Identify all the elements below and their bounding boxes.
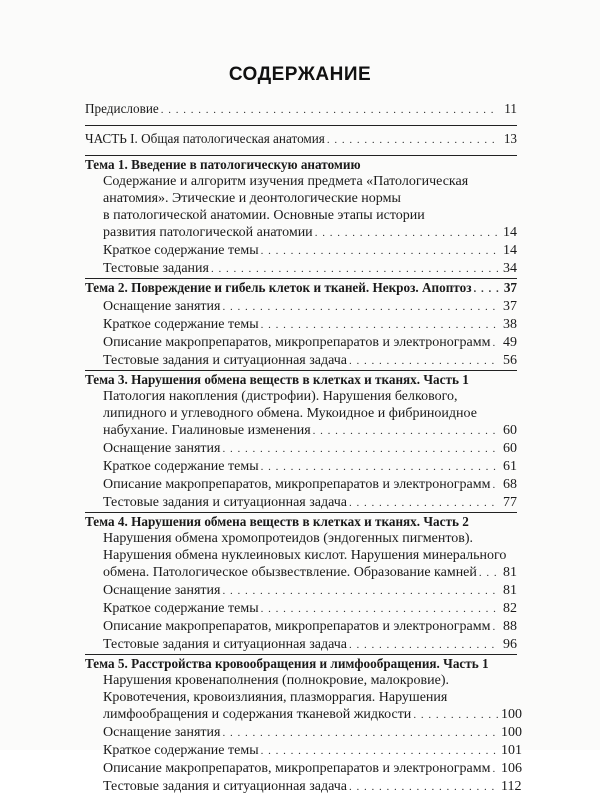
toc-label: Описание макропрепаратов, микропрепаратов и электронограмм <box>103 619 491 634</box>
toc-label: Краткое содержание темы <box>103 601 259 616</box>
toc-entry[interactable] <box>85 476 517 494</box>
table-of-contents <box>85 100 522 796</box>
toc-page: 101 <box>501 743 522 758</box>
toc-label: обмена. Патологическое обызвествление. Образование камней <box>103 565 477 580</box>
toc-page: 68 <box>503 477 517 492</box>
leader-dots <box>479 565 499 582</box>
toc-entry[interactable] <box>85 706 522 724</box>
leader-dots <box>413 707 499 724</box>
toc-page: 34 <box>503 261 517 276</box>
toc-page: 100 <box>501 707 522 722</box>
toc-topic <box>85 513 517 654</box>
leader-dots <box>315 225 499 242</box>
toc-page: 37 <box>503 299 517 314</box>
toc-page: 112 <box>501 779 522 794</box>
toc-label: Краткое содержание темы <box>103 743 259 758</box>
toc-entry[interactable] <box>85 636 517 654</box>
topics-list <box>85 156 522 796</box>
toc-label: Тестовые задания и ситуационная задача <box>103 495 348 510</box>
leader-dots <box>261 317 499 334</box>
toc-entry[interactable] <box>85 742 522 760</box>
toc-entry[interactable] <box>85 298 517 316</box>
leader-dots <box>261 743 499 760</box>
toc-label: Тестовые задания <box>103 261 209 276</box>
toc-label: Тестовые задания и ситуационная задача <box>103 779 348 794</box>
toc-entry-line: Нарушения кровенаполнения (полнокровие, малокровие). <box>103 673 449 688</box>
toc-entry[interactable] <box>85 760 522 778</box>
leader-dots <box>492 477 499 494</box>
toc-label: Описание макропрепаратов, микропрепаратов и электронограмм <box>103 761 491 776</box>
toc-entry[interactable] <box>85 600 517 618</box>
leader-dots <box>261 243 499 260</box>
toc-label: Предисловие <box>85 101 159 116</box>
toc-topic <box>85 655 522 796</box>
leader-dots <box>261 601 499 618</box>
toc-entry[interactable] <box>85 778 522 796</box>
toc-page: 82 <box>503 601 517 616</box>
toc-entry[interactable] <box>85 724 522 742</box>
leader-dots <box>349 353 499 370</box>
toc-entry[interactable] <box>85 242 517 260</box>
page-title: СОДЕРЖАНИЕ <box>228 64 372 85</box>
toc-page: 81 <box>503 565 517 580</box>
topic-heading[interactable]: Тема 5. Расстройства кровообращения и лимфообращения. Часть 1 <box>85 656 489 671</box>
toc-label: Тема 2. Повреждение и гибель клеток и тканей. Некроз. Апоптоз <box>85 280 472 295</box>
toc-page: 77 <box>503 495 517 510</box>
leader-dots <box>492 619 499 636</box>
toc-label: Оснащение занятия <box>103 725 221 740</box>
toc-entry[interactable] <box>85 260 517 278</box>
toc-preface[interactable] <box>85 100 517 119</box>
toc-entry[interactable] <box>85 334 517 352</box>
toc-page: 60 <box>503 441 517 456</box>
toc-part[interactable] <box>85 130 517 149</box>
leader-dots <box>349 495 499 512</box>
toc-entry[interactable] <box>85 440 517 458</box>
toc-entry-line: Содержание и алгоритм изучения предмета «Патологическая <box>103 174 469 189</box>
leader-dots <box>327 132 499 149</box>
leader-dots <box>222 441 499 458</box>
topic-heading[interactable] <box>85 279 517 298</box>
toc-label: Тестовые задания и ситуационная задача <box>103 353 348 368</box>
toc-entry-line: в патологической анатомии. Основные этапы истории <box>103 208 425 223</box>
toc-page: 96 <box>503 637 517 652</box>
toc-page: 60 <box>503 423 517 438</box>
toc-label: Оснащение занятия <box>103 583 221 598</box>
topic-heading[interactable]: Тема 3. Нарушения обмена веществ в клетках и тканях. Часть 1 <box>85 372 469 387</box>
toc-page: 81 <box>503 583 517 598</box>
leader-dots <box>313 423 499 440</box>
toc-entry[interactable] <box>85 582 517 600</box>
toc-page: 61 <box>503 459 517 474</box>
toc-label: Оснащение занятия <box>103 299 221 314</box>
toc-page: 11 <box>504 101 517 116</box>
toc-entry-line: Нарушения обмена хромопротеидов (эндогенных пигментов). <box>103 531 474 546</box>
toc-topic <box>85 279 517 370</box>
toc-label: ЧАСТЬ I. Общая патологическая анатомия <box>85 131 325 146</box>
leader-dots <box>222 725 499 742</box>
leader-dots <box>474 281 500 298</box>
toc-entry-line: Патология накопления (дистрофии). Нарушения белкового, <box>103 389 458 404</box>
toc-entry[interactable] <box>85 458 517 476</box>
toc-entry[interactable] <box>85 422 517 440</box>
toc-label: набухание. Гиалиновые изменения <box>103 423 311 438</box>
topic-heading[interactable]: Тема 1. Введение в патологическую анатомию <box>85 157 361 172</box>
toc-page: 37 <box>503 280 517 295</box>
leader-dots <box>349 637 499 654</box>
leader-dots <box>492 761 499 778</box>
toc-entry-line: анатомия». Этические и деонтологические нормы <box>103 191 401 206</box>
toc-entry[interactable] <box>85 316 517 334</box>
toc-page: 14 <box>503 243 517 258</box>
leader-dots <box>492 335 499 352</box>
toc-page: 13 <box>503 131 517 146</box>
toc-page: 56 <box>503 353 517 368</box>
toc-page: 38 <box>503 317 517 332</box>
toc-label: лимфообращения и содержания тканевой жидкости <box>103 707 412 722</box>
toc-entry[interactable] <box>85 352 517 370</box>
toc-label: Краткое содержание темы <box>103 317 259 332</box>
toc-topic <box>85 156 517 278</box>
toc-entry[interactable] <box>85 564 517 582</box>
topic-heading[interactable]: Тема 4. Нарушения обмена веществ в клетках и тканях. Часть 2 <box>85 514 469 529</box>
leader-dots <box>222 299 499 316</box>
toc-label: Краткое содержание темы <box>103 243 259 258</box>
toc-page: 106 <box>501 761 522 776</box>
toc-label: Описание макропрепаратов, микропрепаратов и электронограмм <box>103 477 491 492</box>
toc-page: 49 <box>503 335 517 350</box>
leader-dots <box>211 261 499 278</box>
toc-topic <box>85 371 517 512</box>
toc-label: Описание макропрепаратов, микропрепаратов и электронограмм <box>103 335 491 350</box>
leader-dots <box>349 779 499 796</box>
toc-entry[interactable] <box>85 224 517 242</box>
toc-entry-line: липидного и углеводного обмена. Мукоидное и фибриноидное <box>103 406 477 421</box>
toc-entry[interactable] <box>85 494 517 512</box>
toc-page: 14 <box>503 225 517 240</box>
toc-label: Тестовые задания и ситуационная задача <box>103 637 348 652</box>
leader-dots <box>161 102 499 119</box>
toc-page: 100 <box>501 725 522 740</box>
toc-label: Краткое содержание темы <box>103 459 259 474</box>
toc-entry-line: Кровотечения, кровоизлияния, плазморрагия. Нарушения <box>103 690 448 705</box>
toc-entry-line: Нарушения обмена нуклеиновых кислот. Нарушения минерального <box>103 548 507 563</box>
toc-page: 88 <box>503 619 517 634</box>
leader-dots <box>261 459 499 476</box>
toc-entry[interactable] <box>85 618 517 636</box>
toc-label: Оснащение занятия <box>103 441 221 456</box>
toc-label: развития патологической анатомии <box>103 225 313 240</box>
leader-dots <box>222 583 499 600</box>
